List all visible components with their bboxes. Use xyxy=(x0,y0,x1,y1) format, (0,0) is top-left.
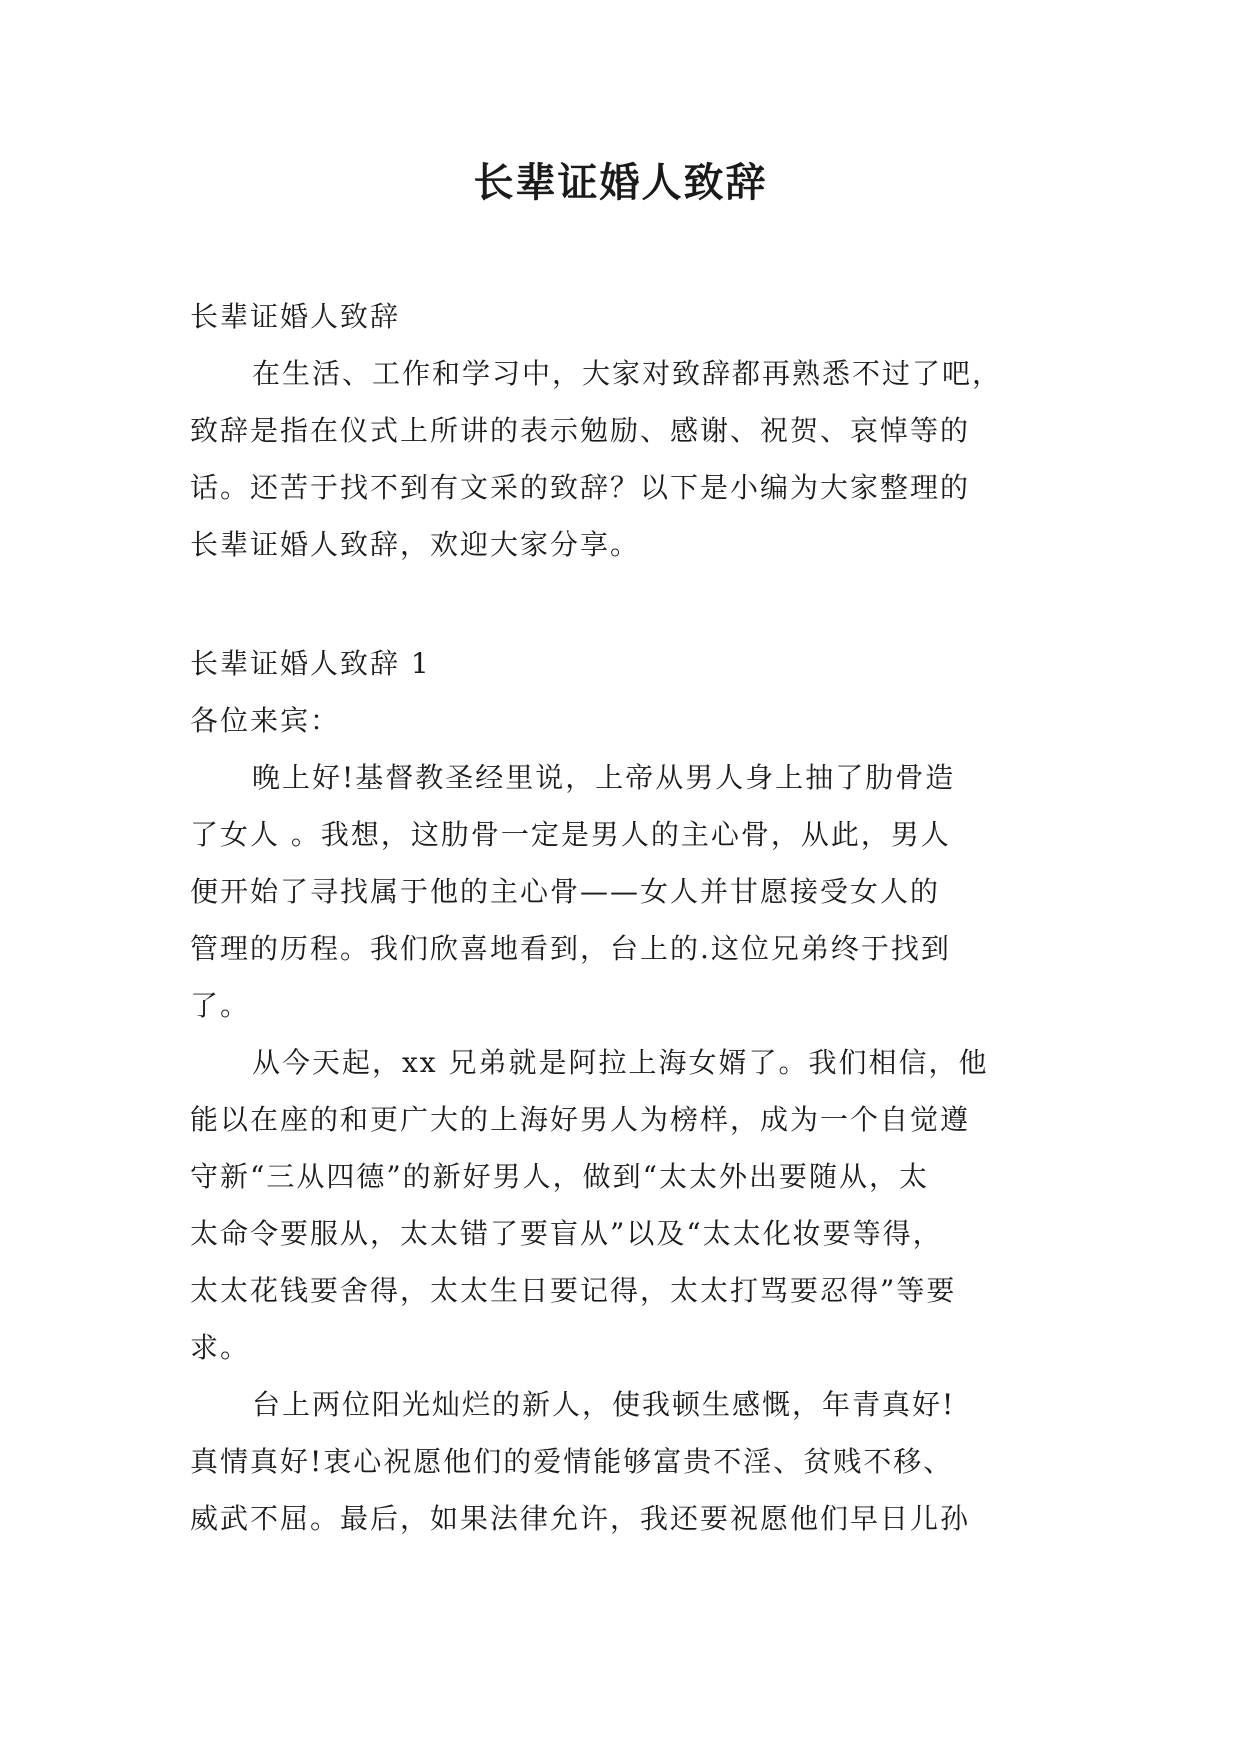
text-line: 能以在座的和更广大的上海好男人为榜样，成为一个自觉遵 xyxy=(190,1103,971,1136)
text-line: 从今天起，xx 兄弟就是阿拉上海女婿了。我们相信，他 xyxy=(252,1046,989,1079)
section-heading: 长辈证婚人致辞 1 xyxy=(190,647,431,680)
text-line: 真情真好!衷心祝愿他们的爱情能够富贵不淫、贫贱不移、 xyxy=(190,1445,954,1478)
section-1 xyxy=(190,635,1050,1547)
text-line: 在生活、工作和学习中，大家对致辞都再熟悉不过了吧， xyxy=(252,357,1003,390)
text-line: 了女人 。我想，这肋骨一定是男人的主心骨，从此，男人 xyxy=(190,818,951,851)
text-line: 威武不屈。最后，如果法律允许，我还要祝愿他们早日儿孙 xyxy=(190,1502,971,1535)
document-title: 长辈证婚人致辞 xyxy=(473,159,768,206)
paragraph-3 xyxy=(190,1376,1050,1547)
text-line: 晚上好!基督教圣经里说，上帝从男人身上抽了肋骨造 xyxy=(252,761,956,794)
text-line: 管理的历程。我们欣喜地看到，台上的.这位兄弟终于找到 xyxy=(190,932,951,965)
text-line: 致辞是指在仪式上所讲的表示勉励、感谢、祝贺、哀悼等的 xyxy=(190,414,971,447)
text-line: 了。 xyxy=(190,989,251,1022)
text-line: 求。 xyxy=(190,1331,251,1364)
text-line: 话。还苦于找不到有文采的致辞？以下是小编为大家整理的 xyxy=(190,471,971,504)
text-line: 便开始了寻找属于他的主心骨——女人并甘愿接受女人的 xyxy=(190,875,941,908)
paragraph-2 xyxy=(190,1034,1050,1376)
text-line: 台上两位阳光灿烂的新人，使我顿生感慨，年青真好! xyxy=(252,1388,956,1421)
subtitle: 长辈证婚人致辞 xyxy=(190,300,401,333)
text-line: 太命令要服从，太太错了要盲从”以及“太太化妆要等得， xyxy=(190,1217,943,1250)
paragraph-1 xyxy=(190,749,1050,1034)
intro-section xyxy=(190,288,1050,573)
text-line: 守新“三从四德”的新好男人，做到“太太外出要随从，太 xyxy=(190,1160,929,1193)
intro-paragraph xyxy=(190,345,1050,573)
salutation: 各位来宾： xyxy=(190,704,341,737)
text-line: 长辈证婚人致辞，欢迎大家分享。 xyxy=(190,528,641,561)
text-line: 太太花钱要舍得，太太生日要记得，太太打骂要忍得”等要 xyxy=(190,1274,957,1307)
